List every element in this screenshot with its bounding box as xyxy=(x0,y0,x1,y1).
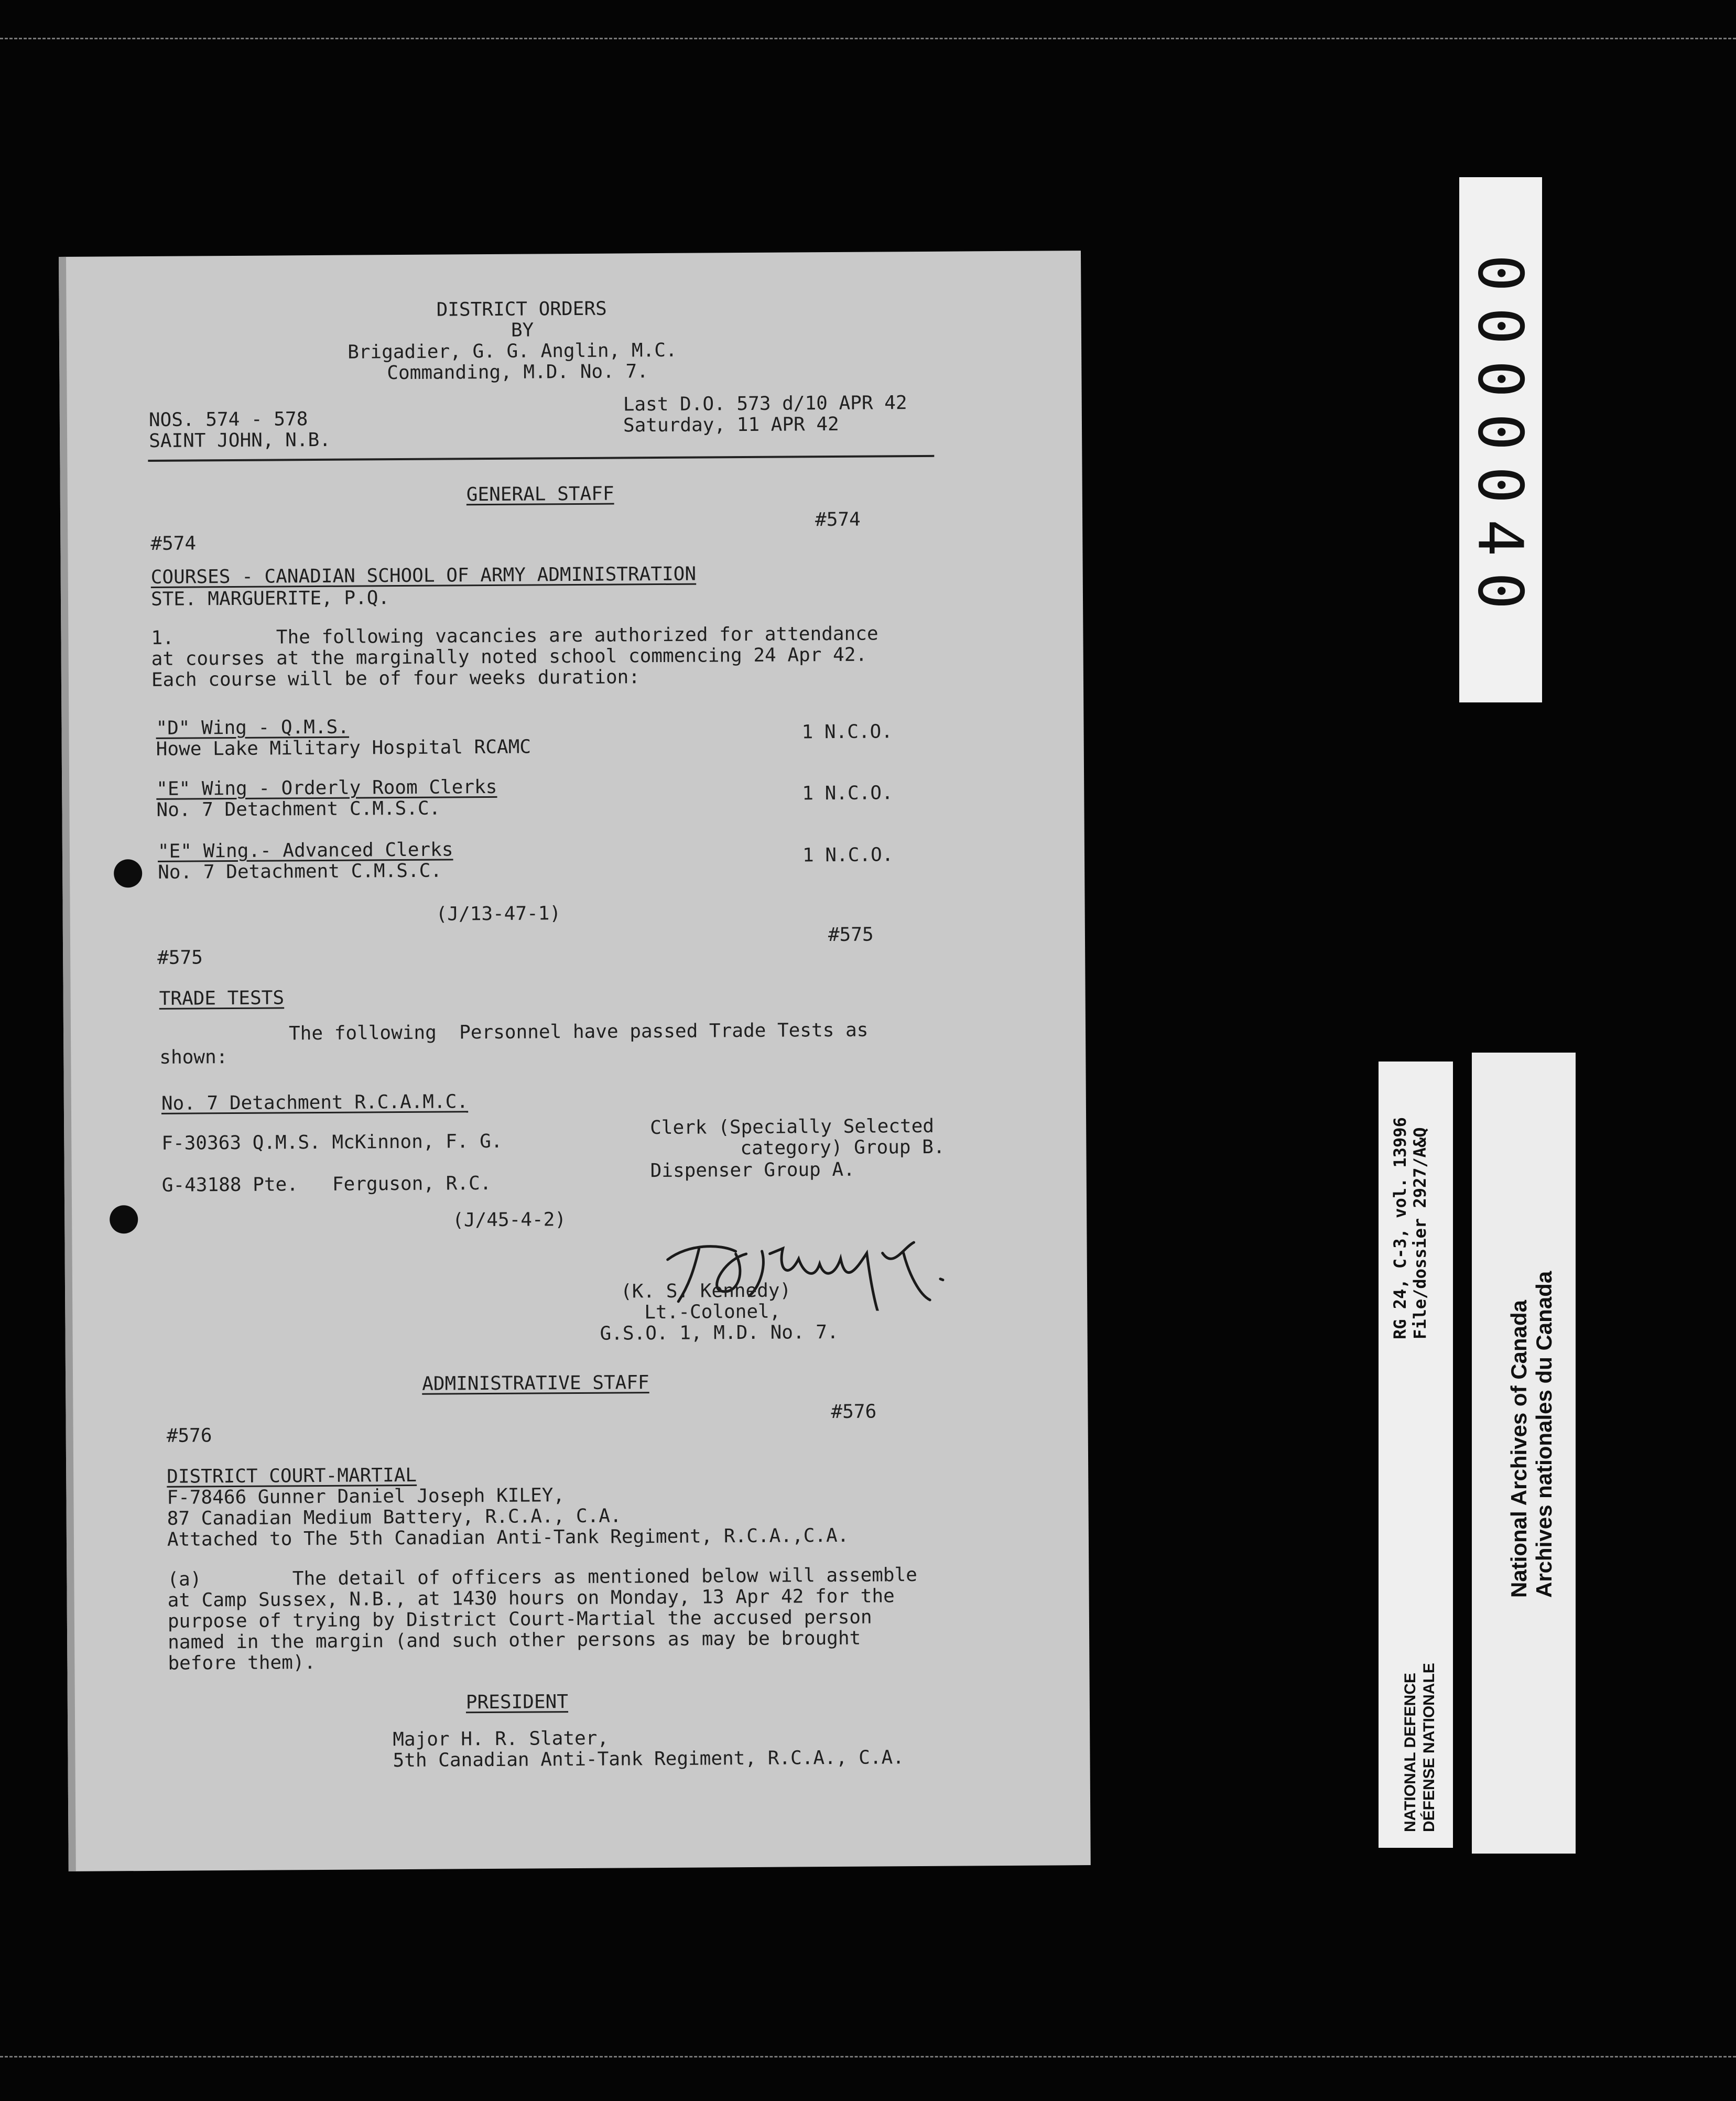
order-575-reference: (J/45-4-2) xyxy=(452,1209,567,1231)
general-staff-heading: GENERAL STAFF xyxy=(466,483,614,506)
header-place: SAINT JOHN, N.B. xyxy=(149,429,331,452)
order-575-title: TRADE TESTS xyxy=(159,987,285,1010)
accused-line-1: F-78466 Gunner Daniel Joseph KILEY, xyxy=(167,1485,565,1509)
course-qty-2: 1 N.C.O. xyxy=(802,782,893,805)
frame-number: 0000040 xyxy=(1464,254,1537,625)
course-wing-2: "E" Wing - Orderly Room Clerks xyxy=(156,776,497,800)
order-575-paragraph-line2: shown: xyxy=(159,1046,228,1068)
course-unit-1: Howe Lake Military Hospital RCAMC xyxy=(156,736,531,760)
course-unit-2: No. 7 Detachment C.M.S.C. xyxy=(156,797,441,821)
archives-name-english: National Archives of Canada xyxy=(1506,1300,1531,1598)
signatory-position: G.S.O. 1, M.D. No. 7. xyxy=(600,1321,839,1345)
order-574-paragraph-line3: Each course will be of four weeks duration: xyxy=(151,666,641,691)
header-command: Commanding, M.D. No. 7. xyxy=(387,361,648,384)
order-576-paragraph-line1: (a) The detail of officers as mentioned below will assemble xyxy=(167,1564,918,1590)
president-heading: PRESIDENT xyxy=(465,1691,569,1714)
reference-line-1: RG 24, C-3, vol. 13996 xyxy=(1390,1117,1410,1339)
order-574-reference: (J/13-47-1) xyxy=(436,903,561,925)
order-574-subtitle: STE. MARGUERITE, P.Q. xyxy=(150,587,390,610)
order-574-number-right: #574 xyxy=(815,508,861,531)
order-575-person-2: G-43188 Pte. Ferguson, R.C. xyxy=(161,1172,492,1196)
course-qty-1: 1 N.C.O. xyxy=(801,721,893,743)
order-575-person-1: F-30363 Q.M.S. McKinnon, F. G. xyxy=(161,1130,503,1154)
president-name: Major H. R. Slater, xyxy=(393,1727,609,1751)
header-by: BY xyxy=(511,319,534,341)
accused-line-3: Attached to The 5th Canadian Anti-Tank Regiment, R.C.A.,C.A. xyxy=(167,1524,849,1551)
reference-line-2: File/dossier 2927/A&Q xyxy=(1410,1127,1430,1339)
order-575-person-2-trade: Dispenser Group A. xyxy=(650,1158,855,1182)
header-last-order: Last D.O. 573 d/10 APR 42 xyxy=(623,392,907,416)
film-frame-top-border xyxy=(0,38,1736,39)
order-575-unit: No. 7 Detachment R.C.A.M.C. xyxy=(161,1091,469,1114)
document-page xyxy=(59,251,1091,1871)
order-574-paragraph-line1: 1. The following vacancies are authorized for attendance xyxy=(151,623,878,649)
order-575-person-1-trade-line2: category) Group B. xyxy=(740,1136,945,1160)
signatory-name: (K. S. Kennedy) xyxy=(620,1280,791,1303)
order-576-paragraph-line2: at Camp Sussex, N.B., at 1430 hours on Monday, 13 Apr 42 for the xyxy=(167,1585,895,1611)
department-line-2: DÉFENSE NATIONALE xyxy=(1420,1663,1438,1832)
course-wing-1: "D" Wing - Q.M.S. xyxy=(156,716,350,739)
president-unit: 5th Canadian Anti-Tank Regiment, R.C.A., C.A. xyxy=(393,1747,904,1772)
order-574-title: COURSES - CANADIAN SCHOOL OF ARMY ADMINISTRATION xyxy=(150,563,697,588)
order-576-number-left: #576 xyxy=(166,1425,212,1447)
order-576-paragraph-line3: purpose of trying by District Court-Martial the accused person xyxy=(167,1606,872,1632)
order-574-number-left: #574 xyxy=(150,533,197,555)
header-rule xyxy=(148,455,934,462)
accused-line-2: 87 Canadian Medium Battery, R.C.A., C.A. xyxy=(167,1505,622,1530)
header-order-numbers: NOS. 574 - 578 xyxy=(148,408,308,431)
order-576-number-right: #576 xyxy=(831,1401,877,1423)
order-575-number-right: #575 xyxy=(828,924,874,946)
order-576-title: DISTRICT COURT-MARTIAL xyxy=(167,1464,417,1488)
reference-label xyxy=(1379,1062,1453,1848)
punch-hole-upper xyxy=(114,859,142,887)
department-line-1: NATIONAL DEFENCE xyxy=(1402,1673,1419,1832)
archives-name-french: Archives nationales du Canada xyxy=(1532,1271,1556,1598)
administrative-staff-heading: ADMINISTRATIVE STAFF xyxy=(422,1372,649,1395)
header-title: DISTRICT ORDERS xyxy=(436,298,607,321)
punch-hole-lower xyxy=(110,1205,138,1233)
order-574-paragraph-line2: at courses at the marginally noted school commencing 24 Apr 42. xyxy=(151,644,867,670)
order-576-paragraph-line5: before them). xyxy=(168,1652,316,1674)
archives-label xyxy=(1472,1053,1576,1854)
course-unit-3: No. 7 Detachment C.M.S.C. xyxy=(158,860,442,883)
header-date: Saturday, 11 APR 42 xyxy=(623,413,839,437)
header-commander: Brigadier, G. G. Anglin, M.C. xyxy=(347,339,677,363)
course-wing-3: "E" Wing.- Advanced Clerks xyxy=(157,839,453,862)
order-575-person-1-trade-line1: Clerk (Specially Selected xyxy=(650,1115,935,1139)
film-frame-bottom-border xyxy=(0,2056,1736,2057)
frame-number-label xyxy=(1459,177,1542,702)
page-edge-shadow xyxy=(59,257,76,1871)
order-575-paragraph-line1: The following Personnel have passed Trade Tests as xyxy=(288,1019,869,1045)
order-576-paragraph-line4: named in the margin (and such other persons as may be brought xyxy=(168,1627,861,1653)
course-qty-3: 1 N.C.O. xyxy=(802,844,894,867)
signatory-rank: Lt.-Colonel, xyxy=(644,1301,781,1324)
order-575-number-left: #575 xyxy=(157,947,203,969)
